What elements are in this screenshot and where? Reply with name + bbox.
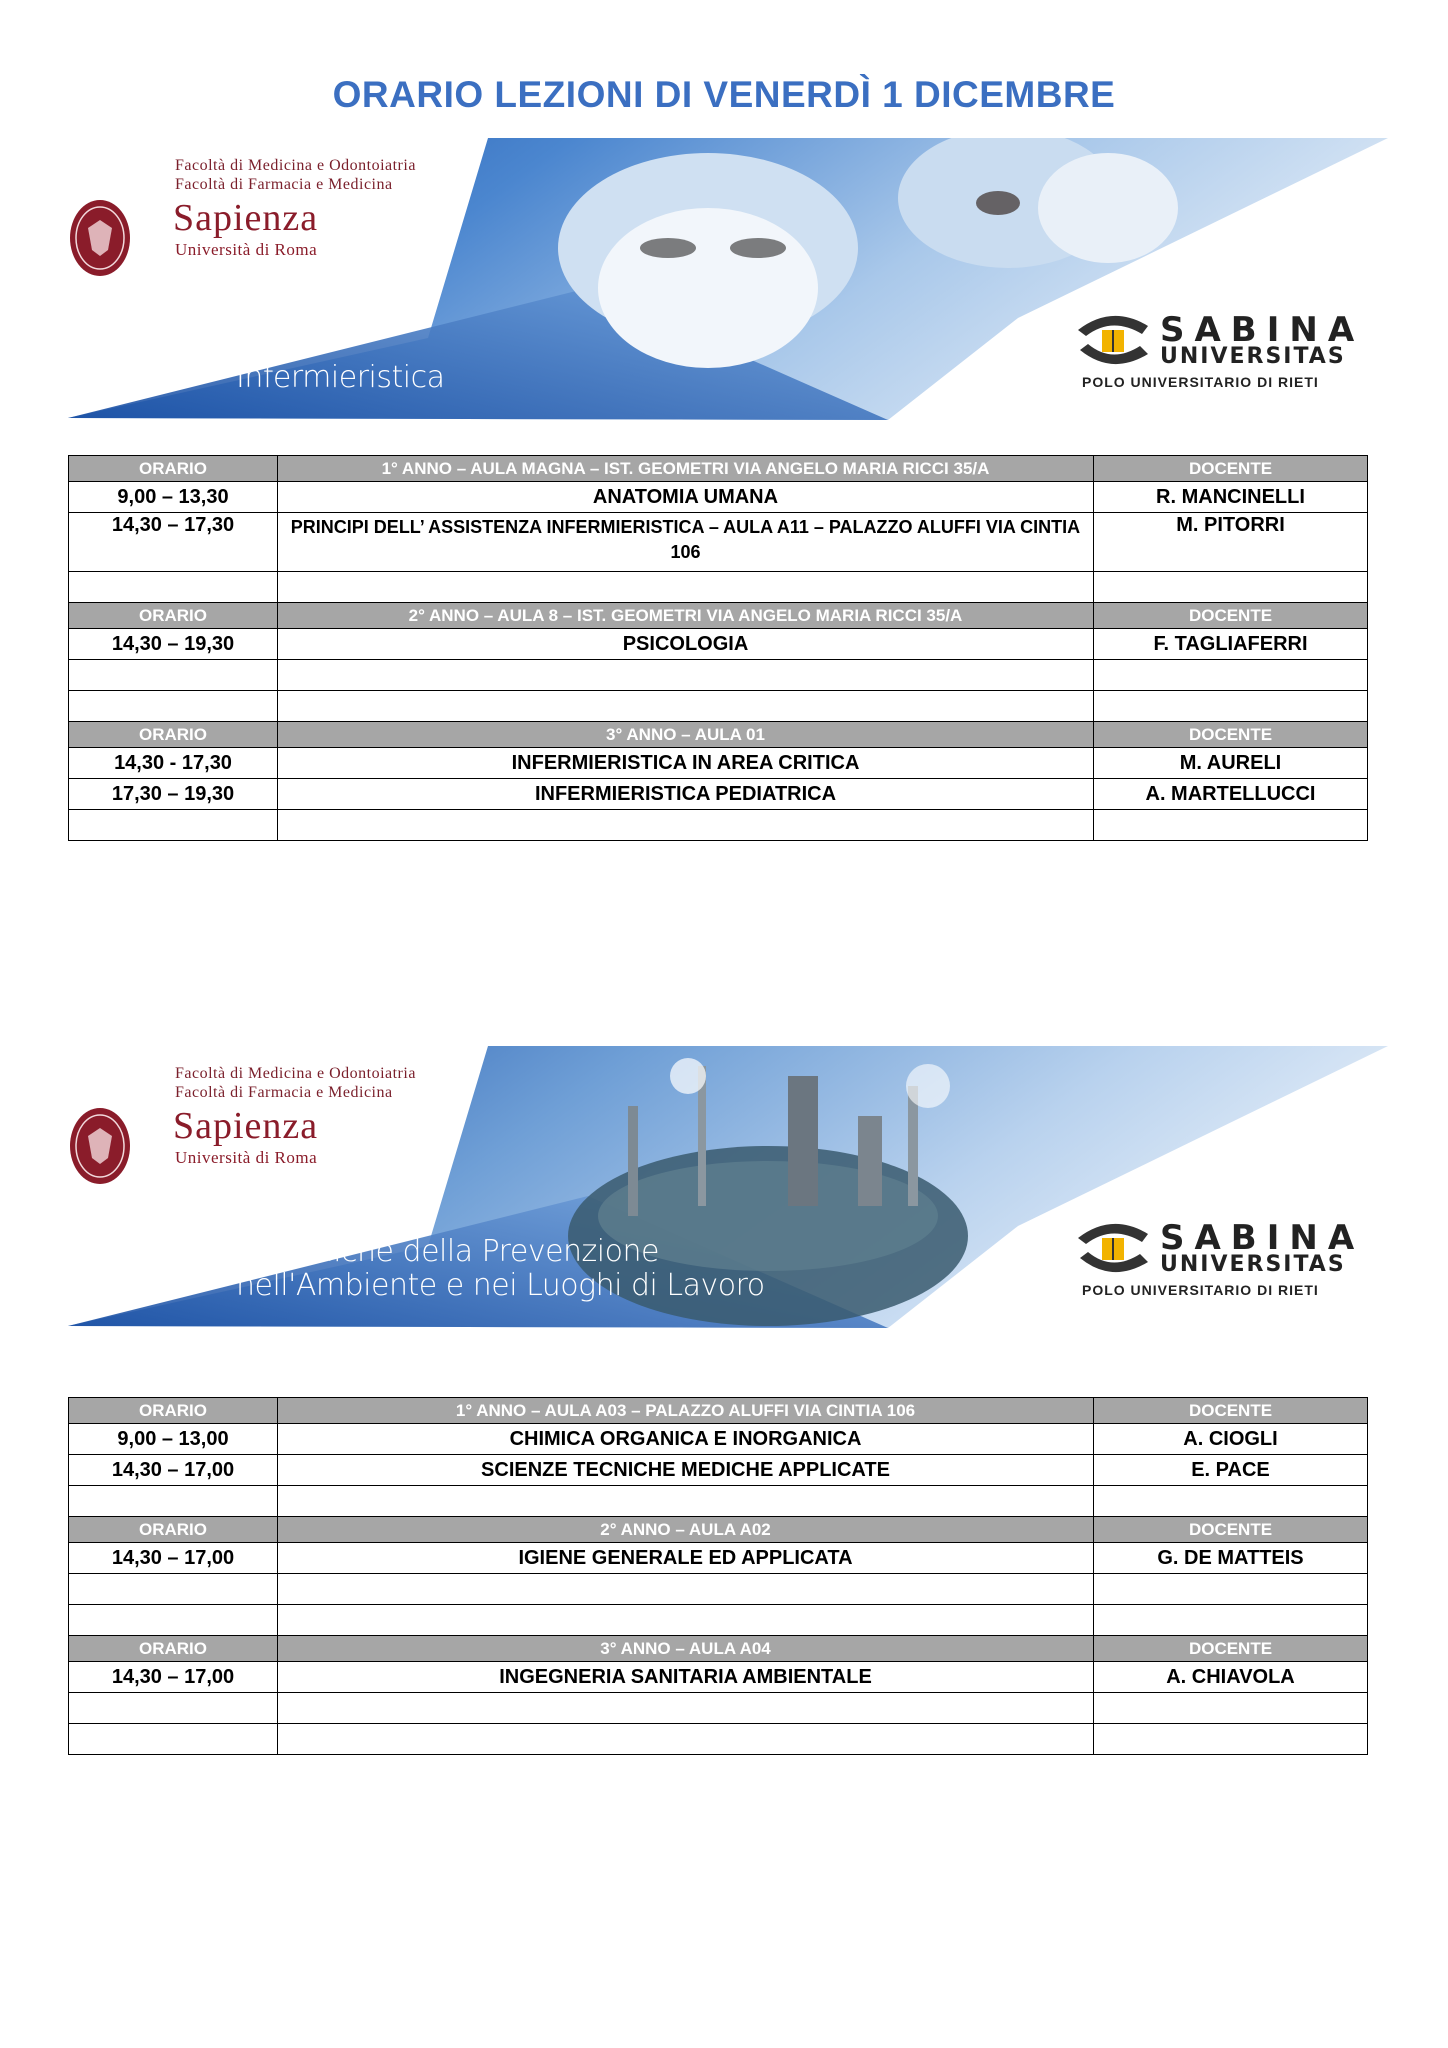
teacher-cell	[1094, 1724, 1368, 1755]
table-row	[69, 629, 1368, 660]
table-row	[69, 779, 1368, 810]
table-header-row	[69, 722, 1368, 748]
sabina-text: SABINA	[1160, 1218, 1365, 1258]
time-cell: 14,30 – 17,00	[69, 1543, 278, 1574]
header-cell-anno: 1° ANNO – AULA A03 – PALAZZO ALUFFI VIA CINTIA 106	[278, 1398, 1094, 1424]
subject-cell	[278, 660, 1094, 691]
header-cell-docente: DOCENTE	[1094, 722, 1368, 748]
teacher-cell: A. MARTELLUCCI	[1094, 779, 1368, 810]
time-cell: 9,00 – 13,00	[69, 1424, 278, 1455]
faculty-line2: Facoltà di Farmacia e Medicina	[175, 1084, 393, 1101]
table-header-row	[69, 1636, 1368, 1662]
teacher-cell: F. TAGLIAFERRI	[1094, 629, 1368, 660]
time-cell	[69, 660, 278, 691]
header-cell-orario: ORARIO	[69, 456, 278, 482]
header-cell-docente: DOCENTE	[1094, 1636, 1368, 1662]
course-title-line2: nell'Ambiente e nei Luoghi di Lavoro	[236, 1268, 765, 1303]
faculty-line1: Facoltà di Medicina e Odontoiatria	[175, 1065, 416, 1082]
teacher-cell	[1094, 660, 1368, 691]
teacher-cell	[1094, 1486, 1368, 1517]
header-cell-orario: ORARIO	[69, 1636, 278, 1662]
teacher-cell: M. PITORRI	[1094, 513, 1368, 572]
table-row	[69, 482, 1368, 513]
time-cell: 17,30 – 19,30	[69, 779, 278, 810]
sapienza-sub: Università di Roma	[175, 1148, 318, 1167]
page-title: ORARIO LEZIONI DI VENERDÌ 1 DICEMBRE	[332, 74, 1116, 115]
table-header-row	[69, 456, 1368, 482]
table-row-empty	[69, 1574, 1368, 1605]
teacher-cell: G. DE MATTEIS	[1094, 1543, 1368, 1574]
polo-text: POLO UNIVERSITARIO DI RIETI	[1082, 1282, 1319, 1298]
course-title-line1: Tecniche della Prevenzione	[268, 1234, 659, 1269]
teacher-cell: M. AURELI	[1094, 748, 1368, 779]
table-row-empty	[69, 810, 1368, 841]
table-row	[69, 513, 1368, 572]
table-header-row	[69, 603, 1368, 629]
banner-infermieristica	[68, 138, 1388, 420]
time-cell	[69, 810, 278, 841]
sapienza-name: Sapienza	[173, 197, 319, 239]
teacher-cell	[1094, 691, 1368, 722]
teacher-cell: R. MANCINELLI	[1094, 482, 1368, 513]
teacher-cell	[1094, 810, 1368, 841]
time-cell: 14,30 - 17,30	[69, 748, 278, 779]
header-cell-orario: ORARIO	[69, 603, 278, 629]
sapienza-name: Sapienza	[173, 1105, 319, 1147]
header-cell-docente: DOCENTE	[1094, 603, 1368, 629]
teacher-cell	[1094, 1605, 1368, 1636]
subject-cell: ANATOMIA UMANA	[278, 482, 1094, 513]
subject-cell	[278, 691, 1094, 722]
sabina-logo	[1068, 310, 1368, 400]
time-cell: 14,30 – 17,00	[69, 1662, 278, 1693]
table-row	[69, 1424, 1368, 1455]
table-row	[69, 1543, 1368, 1574]
header-cell-orario: ORARIO	[69, 1398, 278, 1424]
time-cell	[69, 1693, 278, 1724]
teacher-cell: A. CIOGLI	[1094, 1424, 1368, 1455]
polo-text: POLO UNIVERSITARIO DI RIETI	[1082, 374, 1319, 390]
table-header-row	[69, 1517, 1368, 1543]
time-cell: 14,30 – 17,00	[69, 1455, 278, 1486]
time-cell: 9,00 – 13,30	[69, 482, 278, 513]
subject-cell: PSICOLOGIA	[278, 629, 1094, 660]
time-cell: 14,30 – 17,30	[69, 513, 278, 572]
sapienza-sub: Università di Roma	[175, 240, 318, 259]
header-cell-anno: 2° ANNO – AULA 8 – IST. GEOMETRI VIA ANGELO MARIA RICCI 35/A	[278, 603, 1094, 629]
sapienza-seal-icon	[68, 198, 132, 278]
table-row-empty	[69, 660, 1368, 691]
subject-cell	[278, 1486, 1094, 1517]
header-cell-docente: DOCENTE	[1094, 1398, 1368, 1424]
table-row-empty	[69, 1605, 1368, 1636]
universitas-text: UNIVERSITAS	[1160, 1252, 1346, 1277]
schedule-table-tecniche-prevenzione	[68, 1397, 1368, 1755]
subject-cell: INFERMIERISTICA PEDIATRICA	[278, 779, 1094, 810]
table-row	[69, 1455, 1368, 1486]
header-cell-docente: DOCENTE	[1094, 1517, 1368, 1543]
subject-cell	[278, 1605, 1094, 1636]
sabina-book-icon	[1068, 310, 1156, 372]
sabina-logo	[1068, 1218, 1368, 1308]
subject-cell: IGIENE GENERALE ED APPLICATA	[278, 1543, 1094, 1574]
time-cell	[69, 572, 278, 603]
subject-cell: PRINCIPI DELL’ ASSISTENZA INFERMIERISTICA – AULA A11 – PALAZZO ALUFFI VIA CINTIA 106	[278, 513, 1094, 572]
sapienza-seal-icon	[68, 1106, 132, 1186]
header-cell-orario: ORARIO	[69, 1517, 278, 1543]
table-row	[69, 1662, 1368, 1693]
teacher-cell	[1094, 1574, 1368, 1605]
table-row-empty	[69, 691, 1368, 722]
sabina-text: SABINA	[1160, 310, 1365, 350]
time-cell	[69, 1724, 278, 1755]
table-row-empty	[69, 1486, 1368, 1517]
faculty-line2: Facoltà di Farmacia e Medicina	[175, 176, 393, 193]
faculty-line1: Facoltà di Medicina e Odontoiatria	[175, 157, 416, 174]
time-cell	[69, 1605, 278, 1636]
table-row	[69, 748, 1368, 779]
subject-cell: CHIMICA ORGANICA E INORGANICA	[278, 1424, 1094, 1455]
teacher-cell: A. CHIAVOLA	[1094, 1662, 1368, 1693]
subject-cell	[278, 1724, 1094, 1755]
subject-cell: SCIENZE TECNICHE MEDICHE APPLICATE	[278, 1455, 1094, 1486]
subject-cell: INGEGNERIA SANITARIA AMBIENTALE	[278, 1662, 1094, 1693]
time-cell	[69, 1486, 278, 1517]
header-cell-orario: ORARIO	[69, 722, 278, 748]
universitas-text: UNIVERSITAS	[1160, 344, 1346, 369]
header-cell-anno: 3° ANNO – AULA A04	[278, 1636, 1094, 1662]
subject-cell	[278, 572, 1094, 603]
header-cell-docente: DOCENTE	[1094, 456, 1368, 482]
table-row-empty	[69, 572, 1368, 603]
schedule-table-infermieristica	[68, 455, 1368, 841]
table-header-row	[69, 1398, 1368, 1424]
banner-tecniche-prevenzione	[68, 1046, 1388, 1328]
teacher-cell: E. PACE	[1094, 1455, 1368, 1486]
time-cell	[69, 691, 278, 722]
subject-cell	[278, 1693, 1094, 1724]
header-cell-anno: 3° ANNO – AULA 01	[278, 722, 1094, 748]
teacher-cell	[1094, 572, 1368, 603]
subject-cell: INFERMIERISTICA IN AREA CRITICA	[278, 748, 1094, 779]
sabina-book-icon	[1068, 1218, 1156, 1280]
time-cell: 14,30 – 19,30	[69, 629, 278, 660]
time-cell	[69, 1574, 278, 1605]
course-title: Infermieristica	[236, 360, 445, 395]
header-cell-anno: 1° ANNO – AULA MAGNA – IST. GEOMETRI VIA ANGELO MARIA RICCI 35/A	[278, 456, 1094, 482]
header-cell-anno: 2° ANNO – AULA A02	[278, 1517, 1094, 1543]
teacher-cell	[1094, 1693, 1368, 1724]
table-row-empty	[69, 1693, 1368, 1724]
subject-cell	[278, 1574, 1094, 1605]
subject-cell	[278, 810, 1094, 841]
table-row-empty	[69, 1724, 1368, 1755]
